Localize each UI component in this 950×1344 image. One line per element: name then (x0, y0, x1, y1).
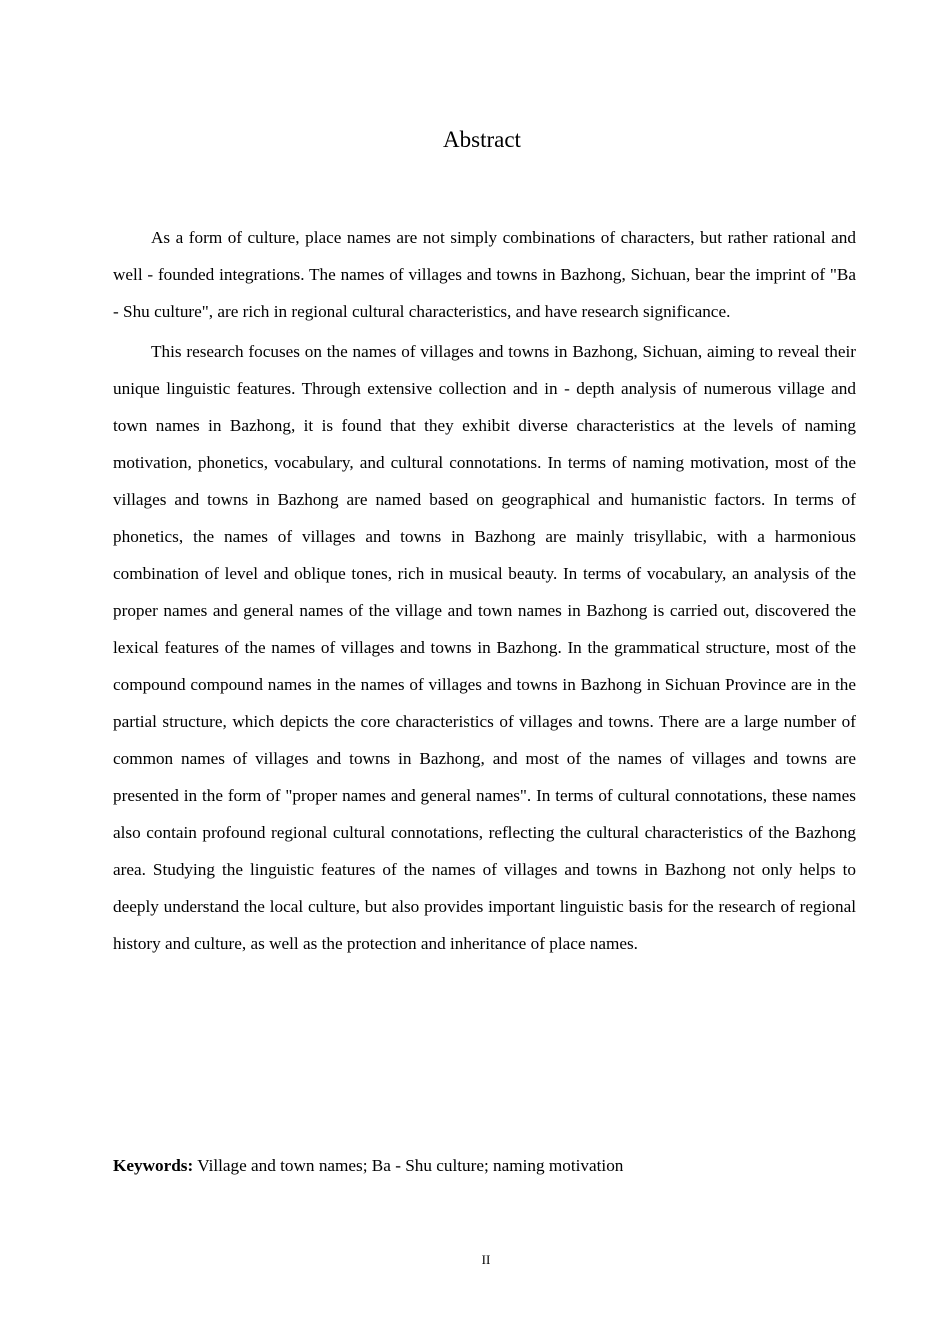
keywords-line (113, 1150, 856, 1182)
abstract-paragraph-2: This research focuses on the names of villages and towns in Bazhong, Sichuan, aiming to reveal their unique linguistic features. Through extensive collection and in - depth analysis of numerous village and town names in Bazhong, it is found that they exhibit diverse characteristics at the levels of naming motivation, phonetics, vocabulary, and cultural connotations. In terms of naming motivation, most of the villages and towns in Bazhong are named based on geographical and humanistic factors. In terms of phonetics, the names of villages and towns in Bazhong are mainly trisyllabic, with a harmonious combination of level and oblique tones, rich in musical beauty. In terms of vocabulary, an analysis of the proper names and general names of the village and town names in Bazhong is carried out, discovered the lexical features of the names of villages and towns in Bazhong. In the grammatical structure, most of the compound compound names in the names of villages and towns in Bazhong in Sichuan Province are in the partial structure, which depicts the core characteristics of villages and towns. There are a large number of common names of villages and towns in Bazhong, and most of the names of villages and towns are presented in the form of "proper names and general names". In terms of cultural connotations, these names also contain profound regional cultural connotations, reflecting the cultural characteristics of the Bazhong area. Studying the linguistic features of the names of villages and towns in Bazhong not only helps to deeply understand the local culture, but also provides important linguistic basis for the research of regional history and culture, as well as the protection and inheritance of place names. (113, 342, 856, 953)
abstract-paragraph-1: As a form of culture, place names are not simply combinations of characters, but rather rational and well - founded integrations. The names of villages and towns in Bazhong, Sichuan, bear the imprint of "Ba - Shu culture", are rich in regional cultural characteristics, and have research significance. (113, 228, 856, 321)
keywords-label: Keywords: (113, 1156, 194, 1175)
abstract-body (113, 219, 856, 965)
abstract-title: Abstract (443, 127, 521, 152)
keywords-text: Village and town names; Ba - Shu culture; naming motivation (193, 1156, 624, 1175)
page-number: II (481, 1252, 491, 1267)
